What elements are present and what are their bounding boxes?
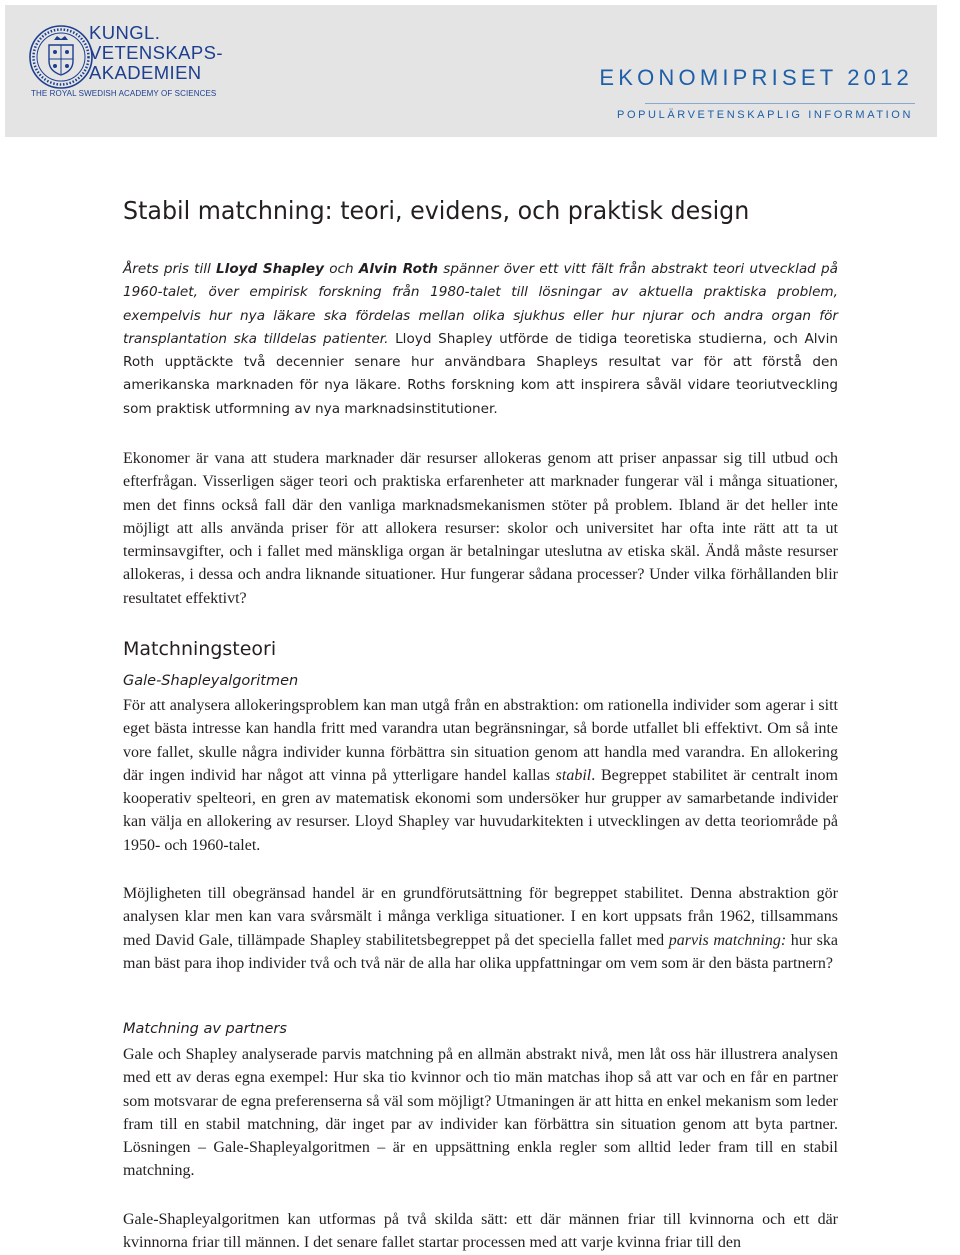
laureate-name: Alvin Roth	[358, 261, 439, 277]
academy-logo[interactable]	[27, 23, 237, 103]
body-paragraph: Gale-Shapleyalgoritmen kan utformas på två skilda sätt: ett där männen friar till kvinnorna och ett där kvinnorna friar till männen. I det senare fallet startar processen med att varje kvinna friar till den	[123, 1211, 838, 1252]
emphasis-text: stabil	[555, 766, 592, 784]
abstract-text: Lloyd Shapley utförde de tidiga teoretiska studierna, och Alvin Roth upptäckte två decennier senare hur användbara Shapleys resultat var för att förstå den amerikanska marknaden för nya läkare. Roths forskning kom att inspirera såväl vidare teoriutveckling som praktisk utformning av nya marknadsinstitutioner.	[123, 330, 838, 417]
logo-subtitle: THE ROYAL SWEDISH ACADEMY OF SCIENCES	[31, 89, 217, 98]
paragraph-text: Möjligheten till obegränsad handel är en grundförutsättning för begreppet stabilitet. Denna abstraktion gör analysen klar men kan vara svårsmält i många verkliga situationer. I en kort uppsats från 1962, tillsammans med David Gale, tillämpade Shapley stabilitetsbegreppet på det speciella fallet med	[123, 885, 838, 949]
document-title: Stabil matchning: teori, evidens, och praktisk design	[123, 196, 750, 225]
emphasis-text: parvis matchning:	[668, 931, 787, 949]
abstract-text: spänner över ett vitt fält från abstrakt teori utvecklad på 1960-talet, över empirisk forskning från 1980-talet till lösningar av aktuella praktiska problem, exempelvis hur nya läkare ska fördelas mellan olika sjukhus eller hur njurar och andra organ för transplantation ska tilldelas patienter.	[123, 261, 838, 347]
header-divider	[645, 103, 915, 104]
prize-title: EKONOMIPRISET 2012	[599, 65, 913, 90]
abstract	[123, 258, 838, 421]
laureate-name: Lloyd Shapley	[216, 261, 324, 277]
paragraph-text: För att analysera allokeringsproblem kan man utgå från en abstraktion: om rationella individer som agerar i sitt eget bästa intresse kan handla fritt med varandra utan begränsningar, så borde utfallet bli effektivt. Om så inte vore fallet, skulle några individer kunna förbättra sin situation genom att handla med varandra. En allokering där ingen individ har något att vinna på ytterligare handel kallas	[123, 697, 838, 784]
logo-line-3: AKADEMIEN	[89, 62, 202, 83]
academy-seal-icon	[27, 23, 95, 91]
subsection-heading: Matchning av partners	[123, 1021, 287, 1037]
body-paragraph: Gale och Shapley analyserade parvis matchning på en allmän abstrakt nivå, men låt oss här illustrera analysen med ett av deras egna exempel: Hur ska tio kvinnor och tio män matchas ihop så att var och en får en partner som motsvarar de egna preferenserna så väl som möjligt? Utmaningen är att hitta en enkel mekanism som leder fram till en stabil matchning, där inget par av individer kan förbättra sin situation genom att byta partner. Lösningen – Gale-Shapleyalgoritmen – är en uppsättning enkla regler som alltid leder fram till en stabil matchning.	[123, 1046, 838, 1180]
body-paragraph	[123, 882, 838, 975]
paragraph-text: . Begreppet stabilitet är centralt inom kooperativ spelteori, en gren av matematisk ekonomi som undersöker hur grupper av samarbetande individer kan välja en allokering av resurser. Lloyd Shapley var huvudarkitekten i utvecklingen av detta teoriområde på 1950- och 1960-talet.	[123, 766, 839, 854]
header-band	[5, 5, 937, 137]
paragraph-text: hur ska man bäst para ihop individer två och två när de alla har olika uppfattningar om vem som är den bästa partnern?	[123, 931, 838, 972]
body-paragraph	[123, 694, 838, 857]
abstract-text: Årets pris till	[123, 261, 217, 277]
subsection-heading: Gale-Shapleyalgoritmen	[123, 673, 299, 689]
prize-subtitle: POPULÄRVETENSKAPLIG INFORMATION	[617, 109, 913, 121]
logo-line-1: KUNGL.	[89, 22, 161, 43]
intro-paragraph: Ekonomer är vana att studera marknader där resurser allokeras genom att priser anpassar sig till utbud och efterfrågan. Visserligen säger teori och praktiska erfarenheter att marknader fungerar väl i många situationer, men det finns också fall där den vanliga marknadsmekanismen stöter på problem. Ibland är det heller inte möjligt att alls använda priser för att allokera resurser: skolor och universitet har ofta inte rätt att ta ut terminsavgifter, och i fallet med mänskliga organ är betalningar uteslutna av etiska skäl. Ändå måste resurser allokeras, i dessa och andra liknande situationer. Hur fungerar sådana processer? Under vilka förhållanden blir resultatet effektivt?	[123, 450, 838, 607]
logo-line-2: VETENSKAPS-	[89, 42, 223, 63]
abstract-text: och	[324, 261, 359, 277]
section-heading: Matchningsteori	[123, 638, 277, 660]
